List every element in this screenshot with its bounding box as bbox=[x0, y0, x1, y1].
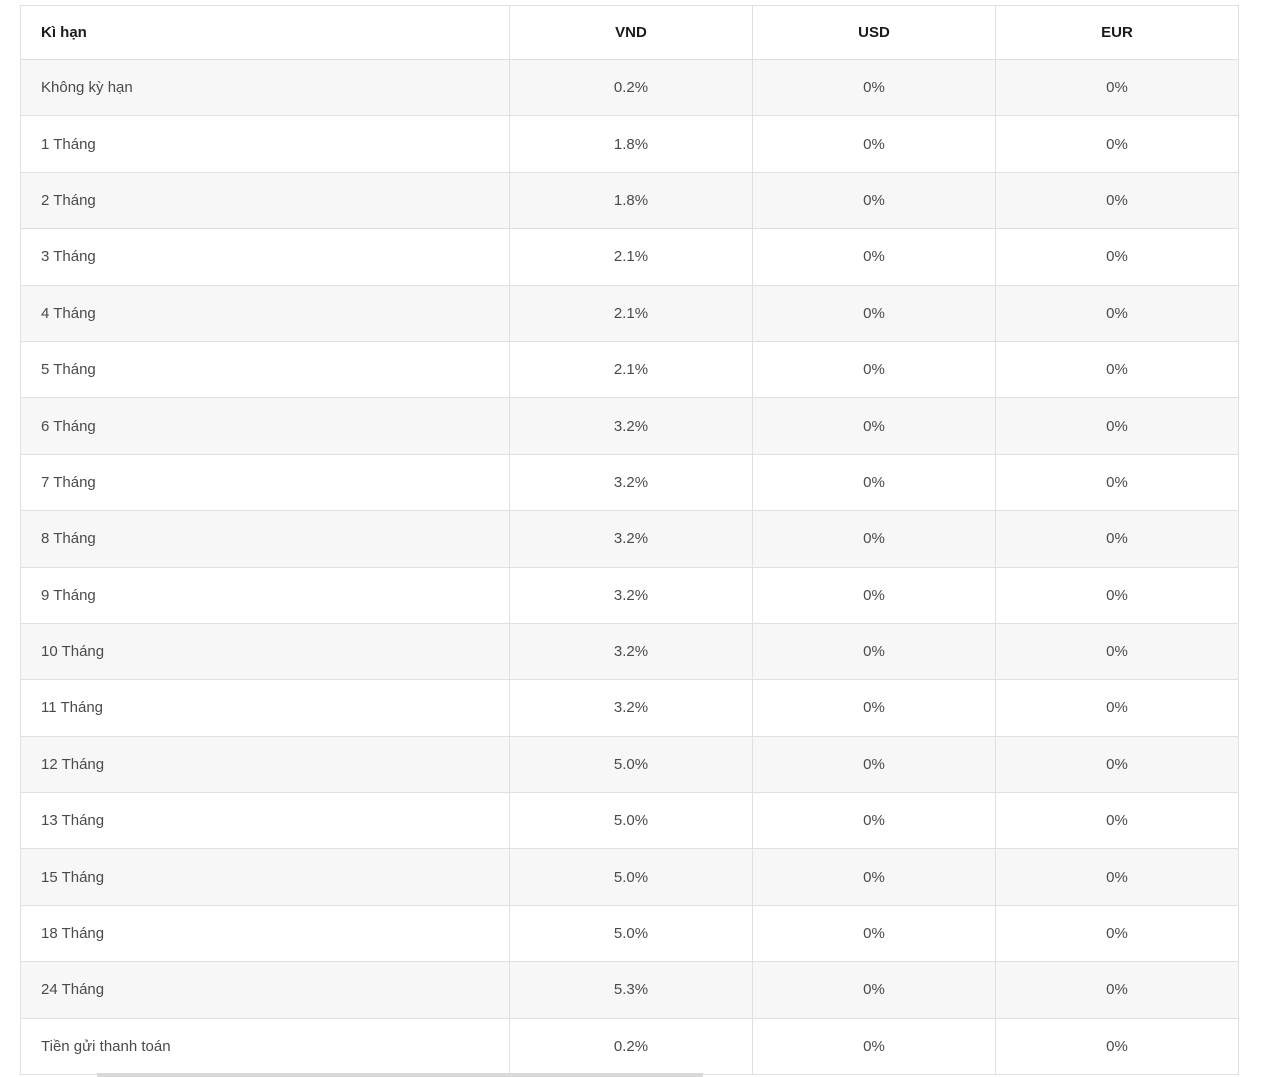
term-cell: 10 Tháng bbox=[21, 623, 510, 679]
eur-cell: 0% bbox=[996, 567, 1239, 623]
eur-cell: 0% bbox=[996, 116, 1239, 172]
eur-cell: 0% bbox=[996, 511, 1239, 567]
usd-cell: 0% bbox=[753, 172, 996, 228]
eur-cell: 0% bbox=[996, 1018, 1239, 1074]
vnd-cell: 5.0% bbox=[510, 905, 753, 961]
table-row bbox=[21, 116, 1239, 172]
term-cell: 12 Tháng bbox=[21, 736, 510, 792]
vnd-cell: 2.1% bbox=[510, 341, 753, 397]
eur-cell: 0% bbox=[996, 454, 1239, 510]
usd-cell: 0% bbox=[753, 341, 996, 397]
term-cell: 4 Tháng bbox=[21, 285, 510, 341]
term-cell: 7 Tháng bbox=[21, 454, 510, 510]
vnd-cell: 3.2% bbox=[510, 680, 753, 736]
usd-cell: 0% bbox=[753, 229, 996, 285]
usd-cell: 0% bbox=[753, 1018, 996, 1074]
eur-cell: 0% bbox=[996, 905, 1239, 961]
eur-cell: 0% bbox=[996, 680, 1239, 736]
term-cell: 8 Tháng bbox=[21, 511, 510, 567]
eur-cell: 0% bbox=[996, 285, 1239, 341]
table-body bbox=[21, 60, 1239, 1075]
table-row bbox=[21, 567, 1239, 623]
usd-cell: 0% bbox=[753, 849, 996, 905]
term-cell: 18 Tháng bbox=[21, 905, 510, 961]
table-row bbox=[21, 229, 1239, 285]
table-row bbox=[21, 623, 1239, 679]
term-cell: 11 Tháng bbox=[21, 680, 510, 736]
term-cell: Tiền gửi thanh toán bbox=[21, 1018, 510, 1074]
vnd-cell: 1.8% bbox=[510, 116, 753, 172]
term-cell: 9 Tháng bbox=[21, 567, 510, 623]
header-usd: USD bbox=[753, 6, 996, 60]
interest-rate-table bbox=[20, 5, 1239, 1075]
usd-cell: 0% bbox=[753, 680, 996, 736]
next-section-top-edge bbox=[97, 1073, 703, 1077]
usd-cell: 0% bbox=[753, 962, 996, 1018]
eur-cell: 0% bbox=[996, 849, 1239, 905]
table-row bbox=[21, 511, 1239, 567]
usd-cell: 0% bbox=[753, 60, 996, 116]
header-eur: EUR bbox=[996, 6, 1239, 60]
table-row bbox=[21, 172, 1239, 228]
usd-cell: 0% bbox=[753, 398, 996, 454]
usd-cell: 0% bbox=[753, 623, 996, 679]
vnd-cell: 5.0% bbox=[510, 736, 753, 792]
header-term: Kì hạn bbox=[21, 6, 510, 60]
interest-rate-table-container bbox=[20, 5, 1238, 1075]
vnd-cell: 5.0% bbox=[510, 793, 753, 849]
eur-cell: 0% bbox=[996, 229, 1239, 285]
vnd-cell: 3.2% bbox=[510, 511, 753, 567]
eur-cell: 0% bbox=[996, 962, 1239, 1018]
eur-cell: 0% bbox=[996, 172, 1239, 228]
table-header bbox=[21, 6, 1239, 60]
eur-cell: 0% bbox=[996, 623, 1239, 679]
term-cell: 24 Tháng bbox=[21, 962, 510, 1018]
term-cell: 5 Tháng bbox=[21, 341, 510, 397]
term-cell: 3 Tháng bbox=[21, 229, 510, 285]
usd-cell: 0% bbox=[753, 454, 996, 510]
term-cell: Không kỳ hạn bbox=[21, 60, 510, 116]
eur-cell: 0% bbox=[996, 60, 1239, 116]
usd-cell: 0% bbox=[753, 116, 996, 172]
vnd-cell: 3.2% bbox=[510, 623, 753, 679]
usd-cell: 0% bbox=[753, 736, 996, 792]
table-row bbox=[21, 341, 1239, 397]
usd-cell: 0% bbox=[753, 511, 996, 567]
table-row bbox=[21, 1018, 1239, 1074]
table-row bbox=[21, 962, 1239, 1018]
vnd-cell: 2.1% bbox=[510, 285, 753, 341]
term-cell: 2 Tháng bbox=[21, 172, 510, 228]
table-row bbox=[21, 793, 1239, 849]
table-row bbox=[21, 849, 1239, 905]
eur-cell: 0% bbox=[996, 736, 1239, 792]
vnd-cell: 5.0% bbox=[510, 849, 753, 905]
term-cell: 1 Tháng bbox=[21, 116, 510, 172]
usd-cell: 0% bbox=[753, 905, 996, 961]
usd-cell: 0% bbox=[753, 793, 996, 849]
table-row bbox=[21, 905, 1239, 961]
term-cell: 6 Tháng bbox=[21, 398, 510, 454]
vnd-cell: 2.1% bbox=[510, 229, 753, 285]
eur-cell: 0% bbox=[996, 341, 1239, 397]
table-row bbox=[21, 680, 1239, 736]
vnd-cell: 3.2% bbox=[510, 454, 753, 510]
term-cell: 15 Tháng bbox=[21, 849, 510, 905]
vnd-cell: 3.2% bbox=[510, 398, 753, 454]
vnd-cell: 0.2% bbox=[510, 60, 753, 116]
vnd-cell: 1.8% bbox=[510, 172, 753, 228]
term-cell: 13 Tháng bbox=[21, 793, 510, 849]
usd-cell: 0% bbox=[753, 285, 996, 341]
eur-cell: 0% bbox=[996, 793, 1239, 849]
table-row bbox=[21, 285, 1239, 341]
vnd-cell: 0.2% bbox=[510, 1018, 753, 1074]
table-row bbox=[21, 736, 1239, 792]
header-vnd: VND bbox=[510, 6, 753, 60]
vnd-cell: 3.2% bbox=[510, 567, 753, 623]
table-row bbox=[21, 398, 1239, 454]
header-row bbox=[21, 6, 1239, 60]
vnd-cell: 5.3% bbox=[510, 962, 753, 1018]
table-row bbox=[21, 60, 1239, 116]
usd-cell: 0% bbox=[753, 567, 996, 623]
eur-cell: 0% bbox=[996, 398, 1239, 454]
table-row bbox=[21, 454, 1239, 510]
